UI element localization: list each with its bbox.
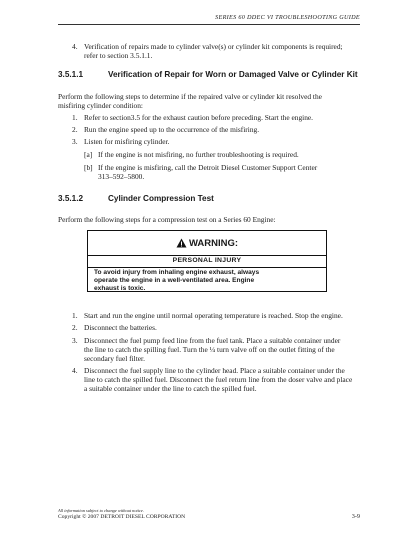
running-header: SERIES 60 DDEC VI TROUBLESHOOTING GUIDE [215, 14, 360, 21]
warning-title [88, 238, 326, 249]
substep-text: If the engine is misfiring, call the Detroit Diesel Customer Support Center [98, 163, 318, 172]
section-paragraph: Perform the following steps to determine if the repaired valve or cylinder kit resolved the [58, 92, 322, 101]
warning-triangle-icon [176, 238, 187, 248]
step-text: Disconnect the batteries. [84, 323, 157, 332]
step-text: Listen for misfiring cylinder. [84, 137, 170, 146]
section-number: 3.5.1.2 [58, 194, 84, 203]
warning-line: To avoid injury from inhaling engine exhaust, always [94, 269, 260, 276]
section-paragraph: Perform the following steps for a compression test on a Series 60 Engine: [58, 215, 276, 224]
section-title: Cylinder Compression Test [108, 194, 214, 203]
footer-copyright: Copyright © 2007 DETROIT DIESEL CORPORATION [58, 514, 186, 520]
intro-item-line: refer to section 3.5.1.1. [84, 51, 153, 60]
step-text: a suitable container under the line to catch the spilled fuel. [84, 384, 257, 393]
substep-label: [b] [84, 163, 93, 172]
step-number: 3. [72, 137, 78, 146]
warning-divider [88, 255, 326, 256]
header-rule [58, 24, 360, 25]
warning-divider [88, 267, 326, 268]
step-number: 2. [72, 125, 78, 134]
step-number: 2. [72, 323, 78, 332]
substep-text: 313–592–5800. [98, 172, 145, 181]
step-number: 1. [72, 311, 78, 320]
section-paragraph: misfiring cylinder condition: [58, 101, 143, 110]
warning-line: operate the engine in a well-ventilated area. Engine [94, 276, 255, 284]
section-title: Verification of Repair for Worn or Damaged Valve or Cylinder Kit [108, 70, 358, 79]
substep-label: [a] [84, 150, 93, 159]
step-text: Disconnect the fuel pump feed line from the fuel tank. Place a suitable container under [84, 336, 341, 345]
section-number: 3.5.1.1 [58, 70, 84, 79]
substep-text: If the engine is not misfiring, no further troubleshooting is required. [98, 150, 299, 159]
intro-item-line: Verification of repairs made to cylinder valve(s) or cylinder kit components is required; [84, 42, 343, 51]
step-text: Refer to section3.5 for the exhaust caution before preceding. Start the engine. [84, 113, 314, 122]
step-number: 1. [72, 113, 78, 122]
step-number: 4. [72, 366, 78, 375]
step-text: Disconnect the fuel supply line to the cylinder head. Place a suitable container under the [84, 366, 345, 375]
warning-line: exhaust is toxic. [94, 284, 146, 292]
step-text: line to catch the spilled fuel. Disconnect the fuel return line from the doser valve and place [84, 375, 353, 384]
step-number: 3. [72, 336, 78, 345]
warning-body [94, 269, 320, 292]
warning-title-text: WARNING: [188, 238, 239, 249]
warning-box [87, 230, 327, 292]
page-number: 3-9 [351, 513, 360, 520]
step-text: secondary fuel filter. [84, 354, 145, 363]
step-text: Start and run the engine until normal operating temperature is reached. Stop the engine. [84, 311, 343, 320]
step-text: the line to catch the spilling fuel. Turn the ¼ turn valve off on the outlet fitting of the [84, 345, 335, 354]
intro-item-number: 4. [72, 42, 78, 51]
warning-subtitle: PERSONAL INJURY [172, 257, 242, 264]
step-text: Run the engine speed up to the occurrence of the misfiring. [84, 125, 260, 134]
footer-notice: All information subject to change without notice. [58, 508, 144, 513]
